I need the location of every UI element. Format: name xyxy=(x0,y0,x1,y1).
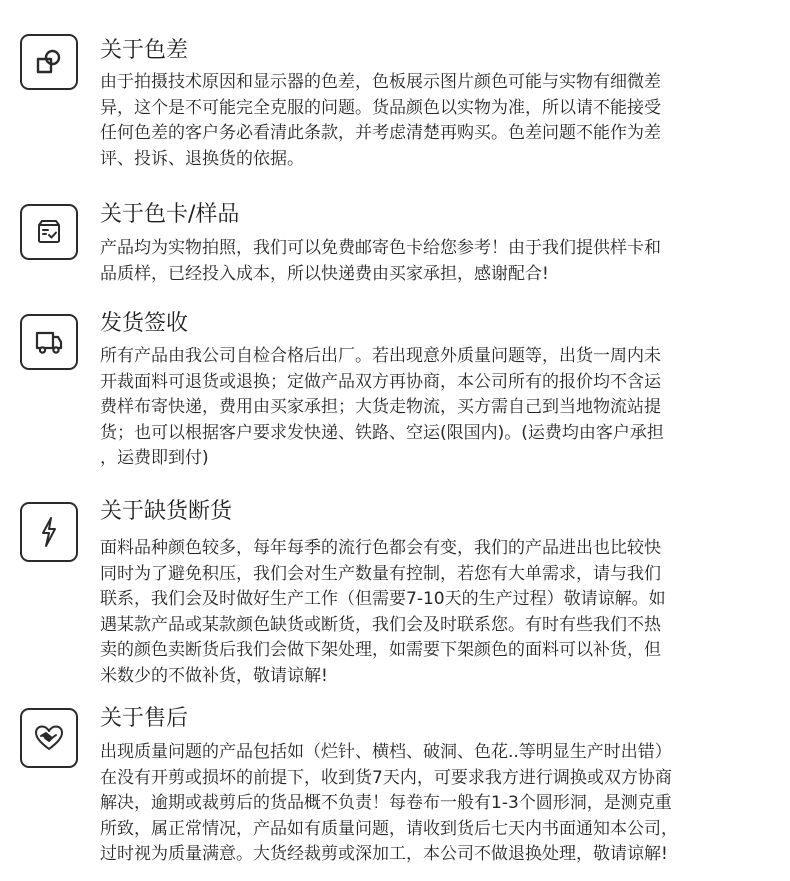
color-card-icon-box xyxy=(20,204,78,260)
shapes-icon xyxy=(32,45,66,79)
section-body: 所有产品由我公司自检合格后出厂。若出现意外质量问题等，出货一周内未 开裁面料可退货或退换；定做产品双方再协商，本公司所有的报价均不含运 费样布寄快递，费用由买家承担；大货走物流，买方需自己到当地物流站提 货；也可以根据客户要求发快递、铁路、空运(限国内)。(运费均由客户承担 ，运费即到付) xyxy=(100,346,664,469)
section-body: 产品均为实物拍照，我们可以免费邮寄色卡给您参考！由于我们提供样卡和 品质样，已经投入成本，所以快递费由买家承担，感谢配合! xyxy=(100,238,661,284)
section-body: 出现质量问题的产品包括如（烂针、横档、破洞、色花..等明显生产时出错） 在没有开剪或损坏的前提下，收到货7天内，可要求我方进行调换或双方协商 解决，逾期或裁剪后的货品概不负责！每卷布一般有1-3个圆形洞，是测克重 所致，属正常情况，产品如有质量问题，请收到货后七天内书面通知本公司， 过时视为质量满意。大货经裁剪或深加工，本公司不做退换处理，敬请谅解! xyxy=(100,742,678,865)
sample-box-icon xyxy=(32,215,66,249)
out-of-stock-icon-box xyxy=(20,502,78,562)
section-title: 关于缺货断货 xyxy=(100,499,233,524)
section-body: 面料品种颜色较多，每年每季的流行色都会有变，我们的产品进出也比较快 同时为了避免积压，我们会对生产数量有控制，若您有大单需求，请与我们 联系，我们会及时做好生产工作（但需要7-10天的生产过程）敬请谅解。如 遇某款产品或某款颜色缺货或断货，我们会及时联系您。有时有些我们不热 卖的颜色卖断货后我们会做下架处理，如需要下架颜色的面料可以补货，但 米数少的不做补货，敬请谅解! xyxy=(100,538,666,686)
section-title: 关于色差 xyxy=(100,38,189,63)
shipping-icon-box xyxy=(20,314,78,370)
after-sales-icon-box xyxy=(20,708,78,768)
section-title: 关于售后 xyxy=(100,706,189,731)
lightning-icon xyxy=(32,515,66,549)
handshake-heart-icon xyxy=(32,721,66,755)
section-body: 由于拍摄技术原因和显示器的色差，色板展示图片颜色可能与实物有细微差 异，这个是不可能完全克服的问题。货品颜色以实物为准，所以请不能接受 任何色差的客户务必看清此条款，并考虑清楚再购买。色差问题不能作为差 评、投诉、退换货的依据。 xyxy=(100,72,661,169)
section-title: 发货签收 xyxy=(100,311,189,336)
delivery-truck-icon xyxy=(32,325,66,359)
color-difference-icon-box xyxy=(20,34,78,90)
section-title: 关于色卡/样品 xyxy=(100,202,240,227)
